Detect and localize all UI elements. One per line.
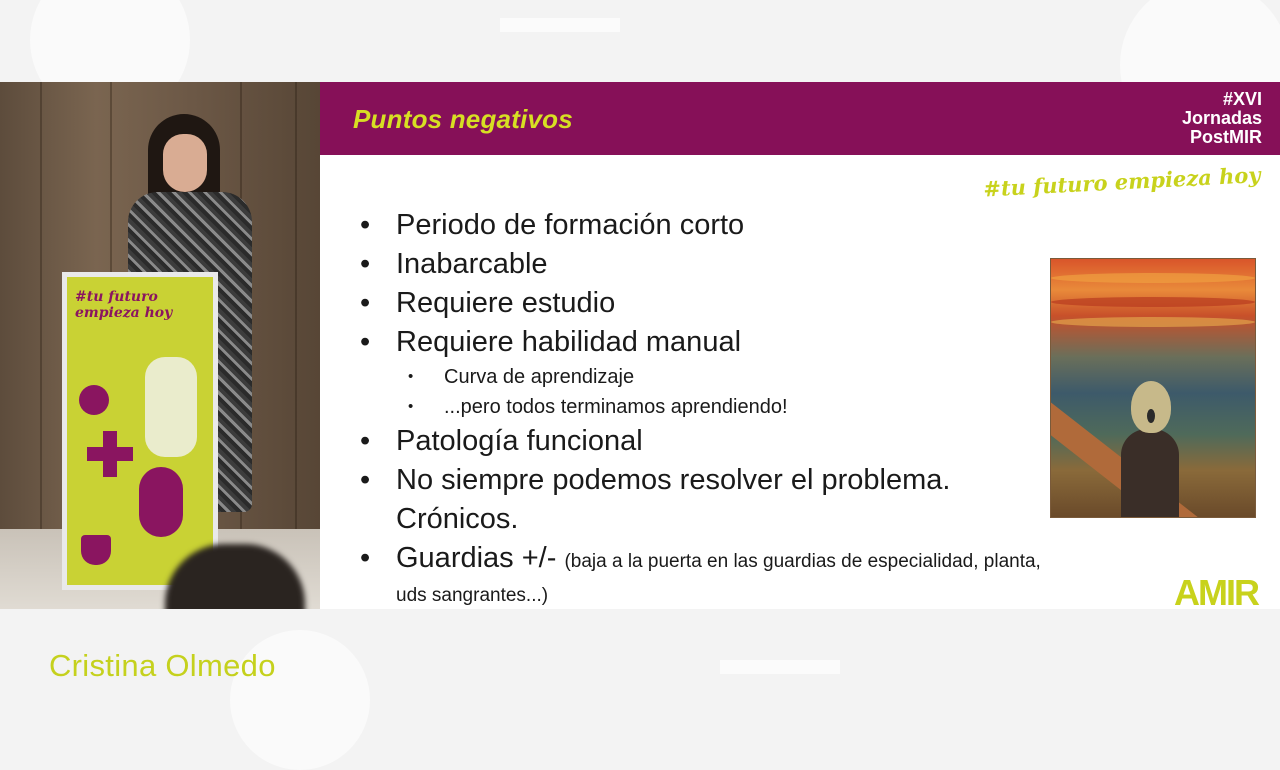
event-tag: [1182, 90, 1262, 147]
bullet-item: [360, 206, 1140, 245]
speaker-face: [163, 134, 207, 192]
speaker-video: [0, 82, 320, 609]
bullet-item: [360, 323, 1140, 362]
painting-sky-stripe: [1051, 317, 1255, 327]
sub-bullet-text: Curva de aprendizaje: [444, 366, 635, 388]
bullet-dot: •: [360, 326, 371, 358]
slide-header-bar: [320, 82, 1280, 155]
background-arrow: [500, 18, 620, 32]
bullet-dot: •: [360, 464, 371, 496]
sub-bullet-item: [360, 362, 1140, 392]
bullet-item: [360, 245, 1140, 284]
painting-figure-mouth: [1147, 409, 1155, 423]
bullet-dot: •: [360, 248, 371, 280]
event-tag-line-1: #XVI: [1222, 89, 1262, 109]
bullet-item: [360, 461, 1140, 539]
painting-sky-stripe: [1051, 273, 1255, 283]
sub-bullet-dot: •: [408, 368, 414, 385]
background-arrow: [720, 660, 840, 674]
podium-slogan-line-2: empieza hoy: [75, 305, 173, 321]
bullet-dot: •: [360, 542, 371, 574]
bullet-text: Patología funcional: [396, 425, 643, 457]
podium-cross-graphic: [103, 431, 117, 477]
podium-slogan: [75, 289, 172, 321]
scream-painting-image: [1050, 258, 1256, 518]
bullet-item: [360, 284, 1140, 323]
bullet-text: No siempre podemos resolver el problema.: [396, 464, 951, 496]
podium: [62, 272, 218, 590]
painting-sky-stripe: [1051, 297, 1255, 307]
bullet-text-continuation: Crónicos.: [396, 503, 519, 535]
bullet-text: Requiere habilidad manual: [396, 326, 742, 358]
amir-logo: AMIR: [1174, 572, 1258, 613]
bullet-text: Guardias +/-: [396, 542, 557, 574]
bullet-text: Requiere estudio: [396, 287, 616, 319]
slide-title: Puntos negativos: [353, 104, 573, 134]
podium-hand-graphic: [145, 357, 197, 457]
bullet-text: Periodo de formación corto: [396, 209, 745, 241]
bullet-list: [360, 206, 1140, 611]
sub-bullet-item: [360, 392, 1140, 422]
bullet-item: [360, 422, 1140, 461]
slide-tagline: #tu futuro empieza hoy: [982, 162, 1261, 202]
bullet-note-continuation: uds sangrantes...): [396, 585, 549, 606]
event-tag-line-2: Jornadas: [1181, 108, 1262, 128]
painting-figure-body: [1121, 429, 1179, 518]
bullet-item: [360, 539, 1140, 611]
podium-slogan-line-1: #tu futuro: [75, 289, 158, 305]
sub-bullet-text: ...pero todos terminamos aprendiendo!: [444, 396, 788, 418]
speaker-name-caption: Cristina Olmedo: [49, 648, 276, 683]
painting-figure-head: [1131, 381, 1171, 433]
podium-capsule-graphic: [139, 467, 183, 537]
bullet-text: Inabarcable: [396, 248, 548, 280]
podium-pill-graphic: [79, 385, 109, 415]
bullet-dot: •: [360, 209, 371, 241]
podium-flask-graphic: [81, 535, 111, 565]
bullet-note: (baja a la puerta en las guardias de especialidad, planta,: [564, 551, 1041, 572]
bullet-dot: •: [360, 425, 371, 457]
event-tag-line-3: PostMIR: [1190, 127, 1262, 147]
presentation-slide: [320, 82, 1280, 613]
bullet-dot: •: [360, 287, 371, 319]
sub-bullet-dot: •: [408, 398, 414, 415]
